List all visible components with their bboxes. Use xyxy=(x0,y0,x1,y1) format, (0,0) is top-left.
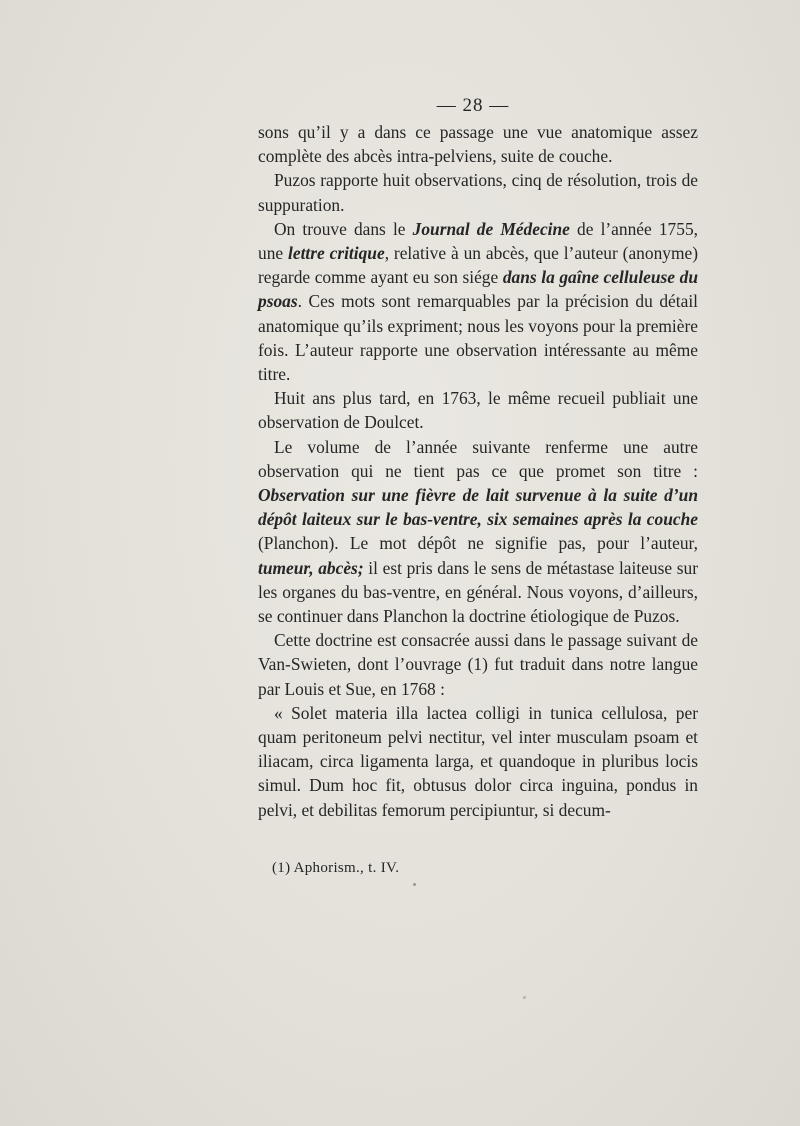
paragraph xyxy=(258,386,698,434)
text-run: Puzos rapporte huit observations, cinq de résolution, trois de suppuration. xyxy=(258,170,698,215)
paragraph xyxy=(258,120,698,168)
text-run: sons qu’il y a dans ce passage une vue anatomique assez complète des abcès intra-pelviens, suite de couche. xyxy=(258,122,698,167)
text-run: (Planchon). Le mot dépôt ne signifie pas, pour l’auteur, xyxy=(258,533,698,554)
text-run: Cette doctrine est consacrée aussi dans le passage suivant de Van-Swieten, dont l’ouvrage (1) fut traduit dans notre langue par Louis et Sue, en 1768 : xyxy=(258,630,698,699)
paragraph xyxy=(258,168,698,216)
text-run: Huit ans plus tard, en 1763, le même recueil publiait une observation de Doulcet. xyxy=(258,388,698,433)
paper-speck xyxy=(523,996,526,999)
footnote: (1) Aphorism., t. IV. xyxy=(272,860,400,876)
text-run: « Solet materia illa lactea colligi in tunica cellulosa, per quam peritoneum pelvi nectitur, vel inter musculam psoam et iliacam, circa ligamenta larga, et quandoque in pluribus locis simul. Dum hoc fit, obtusus dolor circa inguina, pondus in pelvi, et debilitas femorum percipiuntur, si decum- xyxy=(258,702,698,820)
paragraph xyxy=(258,435,698,629)
paper-speck xyxy=(413,883,416,886)
italic-text: Observation sur une fièvre de lait survenue à la suite d’un dépôt laiteux sur le bas-ventre, six semaines après la couche xyxy=(258,485,698,530)
text-run: On trouve dans le xyxy=(274,218,413,239)
paragraph xyxy=(258,628,698,701)
text-run: Le volume de l’année suivante renferme une autre observation qui ne tient pas ce que promet son titre : xyxy=(258,436,698,481)
text-run: de l’année 1755, une xyxy=(258,218,698,264)
italic-text: lettre critique xyxy=(288,243,385,264)
italic-text: tumeur, abcès; xyxy=(258,557,364,578)
paragraph xyxy=(258,701,698,822)
text-run: il est pris dans le sens de métastase laiteuse sur les organes du bas-ventre, en général. Nous voyons, d’ailleurs, se continuer dans Planchon la doctrine étiologique de Puzos. xyxy=(258,557,698,627)
text-run: , relative à un abcès, que l’auteur (anonyme) regarde comme ayant eu son siége xyxy=(258,243,698,288)
body-text xyxy=(258,120,698,822)
paragraph xyxy=(258,217,698,386)
page-number: — 28 — xyxy=(436,95,510,116)
italic-text: dans la gaîne celluleuse du psoas xyxy=(258,267,698,312)
text-run: . Ces mots sont remarquables par la précision du détail anatomique qu’ils expriment; nous les voyons pour la première fois. L’auteur rapporte une observation intéressante au même titre. xyxy=(258,291,698,385)
italic-text: Journal de Médecine xyxy=(412,218,570,239)
